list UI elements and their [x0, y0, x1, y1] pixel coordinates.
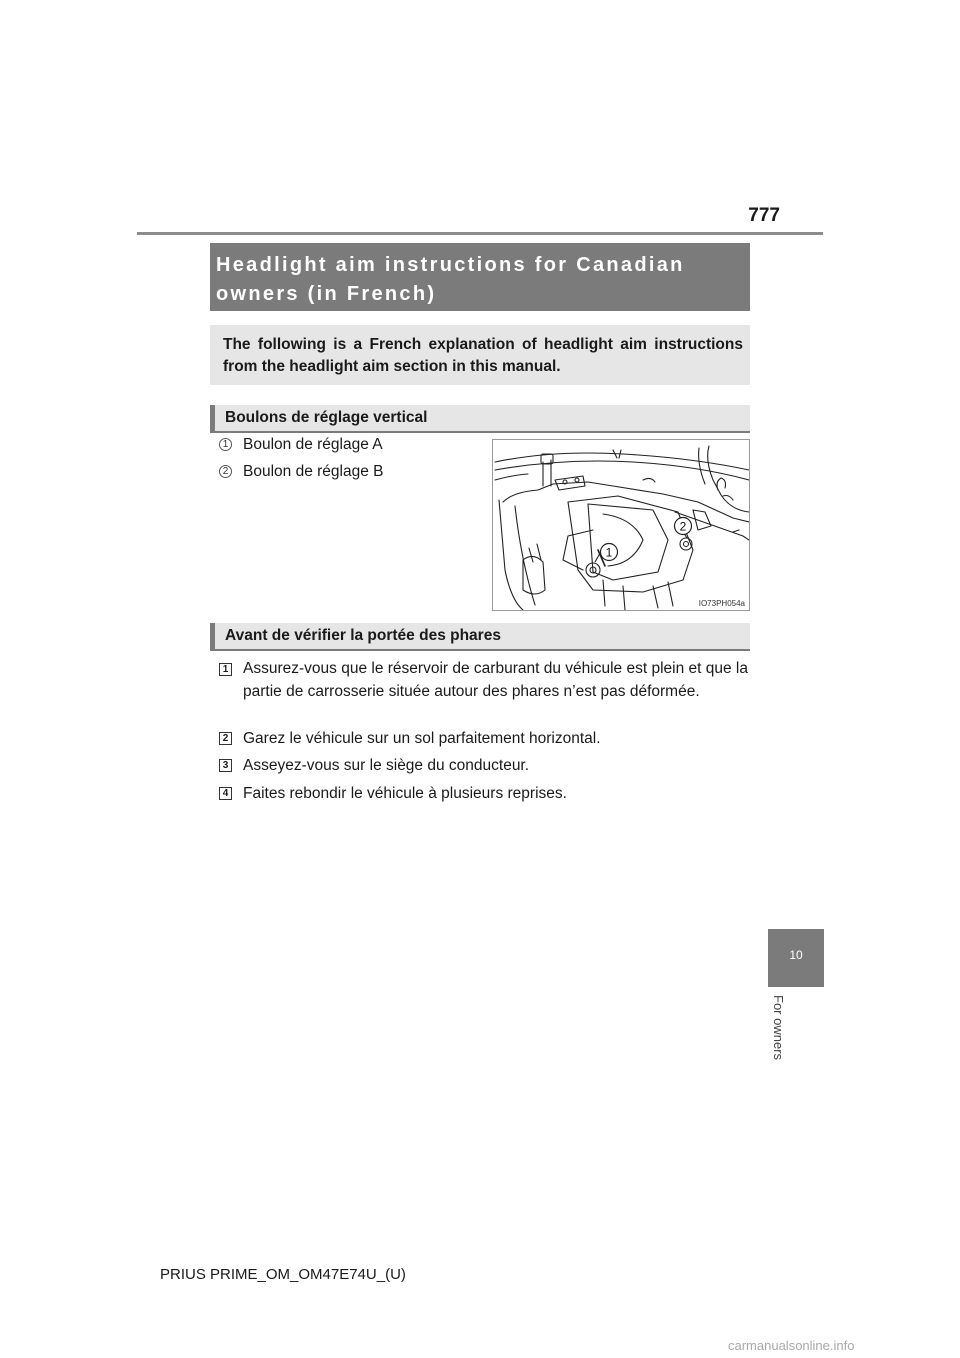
figure-code: IO73PH054a — [698, 599, 745, 608]
item-bolt-b: Boulon de réglage B — [243, 463, 384, 480]
headlight-illustration — [493, 440, 750, 611]
chapter-label-text: For owners — [771, 995, 786, 1061]
step-1-text: Assurez-vous que le réservoir de carburant du véhicule est plein et que la partie de carrosserie située autour des phares n’est pas déformée. — [243, 660, 748, 700]
section-heading-text: Avant de vérifier la portée des phares — [225, 627, 501, 644]
step-4-text: Faites rebondir le véhicule à plusieurs reprises. — [243, 785, 567, 802]
header-rule — [137, 232, 823, 235]
chapter-tab — [768, 929, 824, 987]
item-number-2: 2 — [219, 465, 232, 478]
step-2-text: Garez le véhicule sur un sol parfaitement horizontal. — [243, 730, 601, 747]
step-number-1: 1 — [219, 663, 232, 676]
watermark: carmanualsonline.info — [728, 1338, 855, 1353]
step-3-text: Asseyez-vous sur le siège du conducteur. — [243, 757, 530, 774]
section-heading-text: Boulons de réglage vertical — [225, 409, 428, 426]
chapter-label — [769, 995, 789, 1075]
page-number: 777 — [748, 205, 780, 226]
item-bolt-a: Boulon de réglage A — [243, 436, 383, 453]
intro-box — [210, 325, 750, 385]
section-heading-before-check — [210, 623, 750, 651]
intro-text: The following is a French explanation of headlight aim instructions from the headlight aim section in this manual. — [223, 336, 743, 375]
step-number-3: 3 — [219, 759, 232, 772]
title-banner — [210, 243, 750, 311]
chapter-number: 10 — [789, 948, 803, 962]
step-number-4: 4 — [219, 787, 232, 800]
figure-callout-2: 2 — [679, 519, 687, 534]
figure-callout-1: 1 — [605, 545, 613, 560]
section-heading-vertical-bolts — [210, 405, 750, 433]
item-number-1: 1 — [219, 438, 232, 451]
page-title: Headlight aim instructions for Canadian owners (in French) — [216, 254, 685, 305]
footer-model-code: PRIUS PRIME_OM_OM47E74U_(U) — [160, 1266, 406, 1283]
step-number-2: 2 — [219, 732, 232, 745]
headlight-figure — [492, 439, 750, 611]
